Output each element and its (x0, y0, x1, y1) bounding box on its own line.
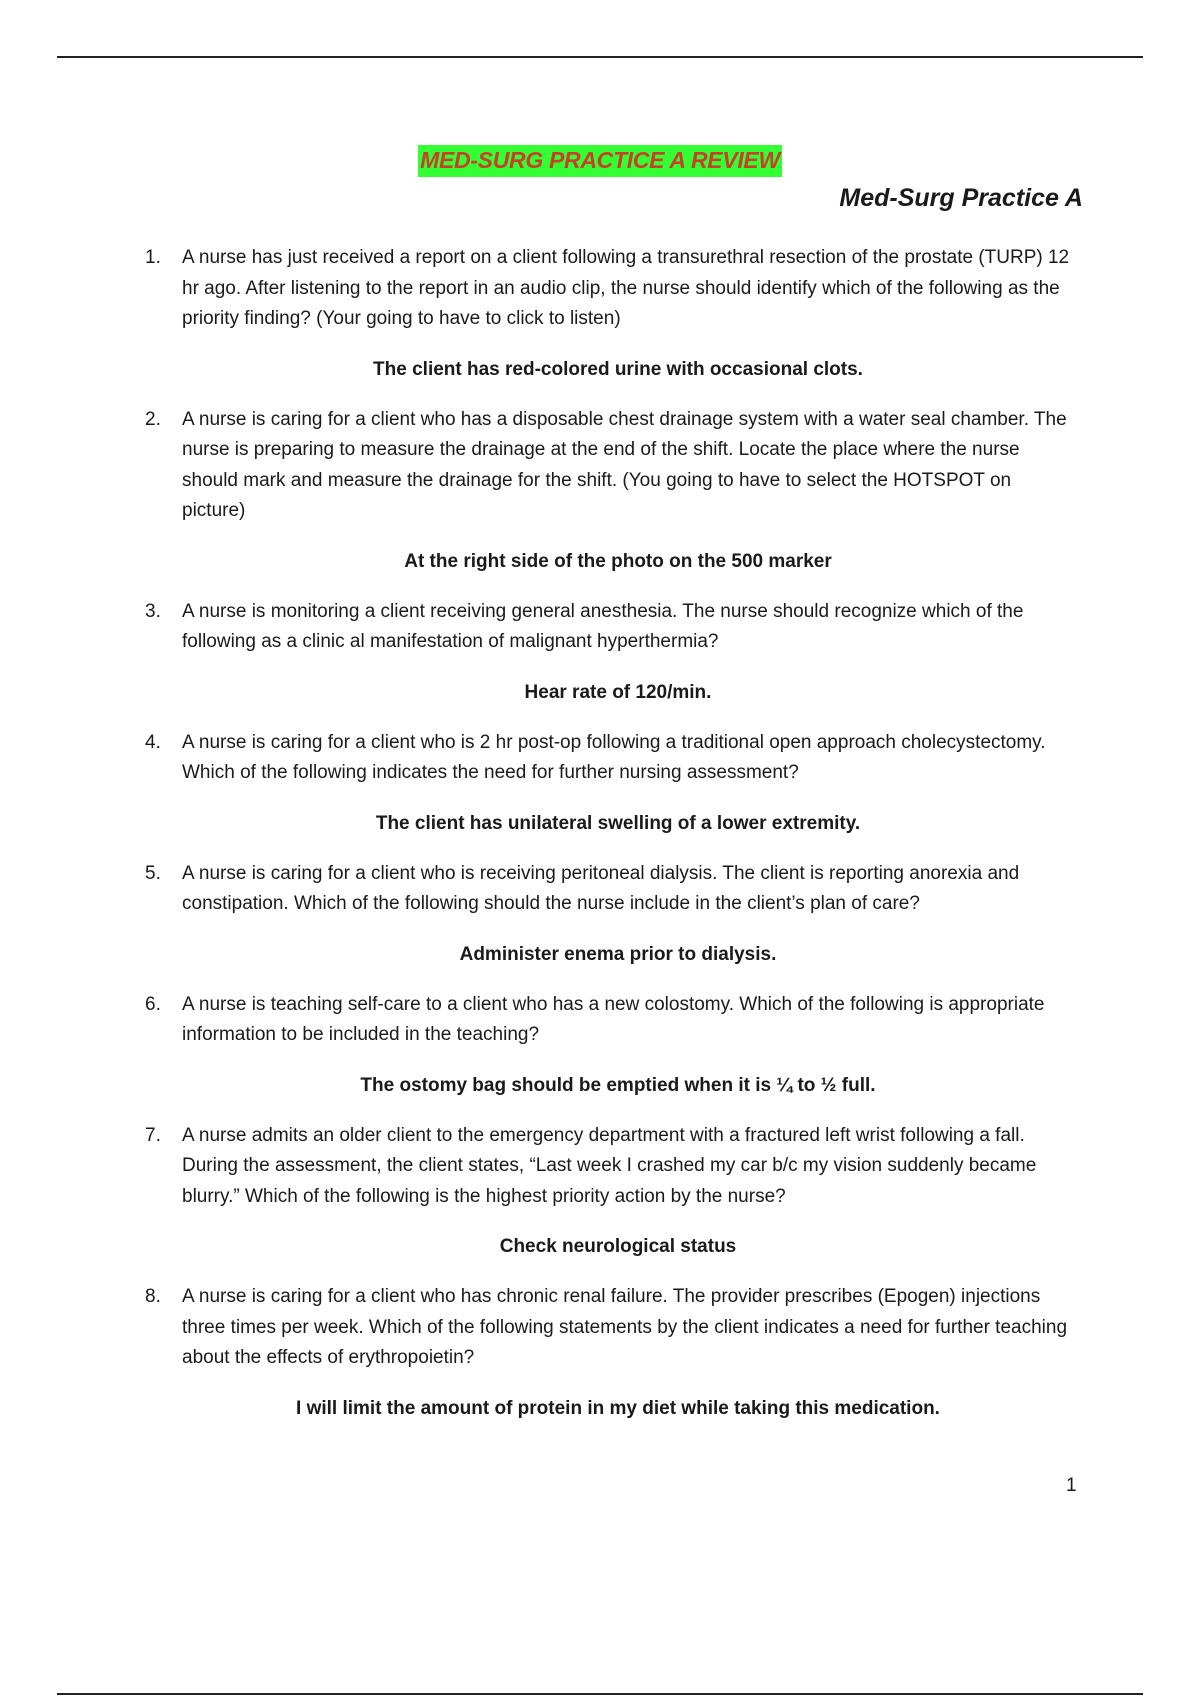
question-text: A nurse is caring for a client who has a disposable chest drainage system with a water seal chamber. The nurse is preparing to measure the drainage at the end of the shift. Locate the place where the nurse should mark and measure the drainage for the shift. (You going to have to select the HOTSPOT on picture) (182, 408, 1067, 521)
question-item (0, 597, 1200, 708)
question-item (0, 405, 1200, 577)
question-item (0, 990, 1200, 1101)
question-number: 2. (145, 408, 161, 430)
question-item (0, 859, 1200, 970)
question-item (0, 1121, 1200, 1263)
question-number: 4. (145, 731, 161, 753)
question-number: 6. (145, 993, 161, 1015)
question-answer: The client has unilateral swelling of a lower extremity. (375, 812, 861, 834)
question-number: 8. (145, 1286, 161, 1307)
question-number: 7. (145, 1124, 161, 1146)
top-rule (57, 56, 1143, 58)
document-subtitle: Med-Surg Practice A (839, 184, 1083, 212)
question-answer: The ostomy bag should be emptied when it is ¼ to ½ full. (360, 1074, 876, 1096)
question-answer: At the right side of the photo on the 500 marker (404, 550, 832, 572)
question-answer: The client has red-colored urine with occasional clots. (373, 358, 863, 380)
question-number: 3. (145, 600, 161, 622)
question-answer: I will limit the amount of protein in my diet while taking this medication. (296, 1397, 940, 1419)
question-answer: Administer enema prior to dialysis. (459, 943, 777, 965)
question-text: A nurse is caring for a client who has chronic renal failure. The provider prescribes (Epogen) injections three times per week. Which of the following statements by the client indicates a need for further teaching about the effects of erythropoietin? (182, 1286, 1068, 1368)
bottom-rule (57, 1693, 1143, 1695)
question-number: 5. (145, 862, 161, 884)
question-item (0, 243, 1200, 385)
question-answer: Hear rate of 120/min. (524, 681, 712, 703)
page-number: 1 (1066, 1475, 1077, 1496)
question-text: A nurse is monitoring a client receiving general anesthesia. The nurse should recognize which of the following as a clinic al manifestation of malignant hyperthermia? (182, 600, 1024, 652)
question-answer: Check neurological status (499, 1236, 737, 1257)
question-number: 1. (145, 247, 161, 268)
question-list (0, 243, 1200, 1444)
question-text: A nurse has just received a report on a client following a transurethral resection of the prostate (TURP) 12 hr ago. After listening to the report in an audio clip, the nurse should identify which of the following as the priority finding? (Your going to have to click to listen) (182, 247, 1070, 329)
question-text: A nurse is caring for a client who is receiving peritoneal dialysis. The client is reporting anorexia and constipation. Which of the following should the nurse include in the client’s plan of care? (182, 862, 1020, 914)
highlighted-title: MED-SURG PRACTICE A REVIEW (418, 145, 782, 177)
question-item (0, 1282, 1200, 1424)
title-container (0, 145, 1200, 177)
question-text: A nurse is teaching self-care to a client who has a new colostomy. Which of the following is appropriate information to be included in the teaching? (182, 993, 1045, 1045)
question-text: A nurse is caring for a client who is 2 hr post-op following a traditional open approach cholecystectomy. Which of the following indicates the need for further nursing assessment? (182, 731, 1046, 783)
question-text: A nurse admits an older client to the emergency department with a fractured left wrist following a fall. During the assessment, the client states, “Last week I crashed my car b/c my vision suddenly became blurry.” Which of the following is the highest priority action by the nurse? (182, 1124, 1037, 1207)
question-item (0, 728, 1200, 839)
